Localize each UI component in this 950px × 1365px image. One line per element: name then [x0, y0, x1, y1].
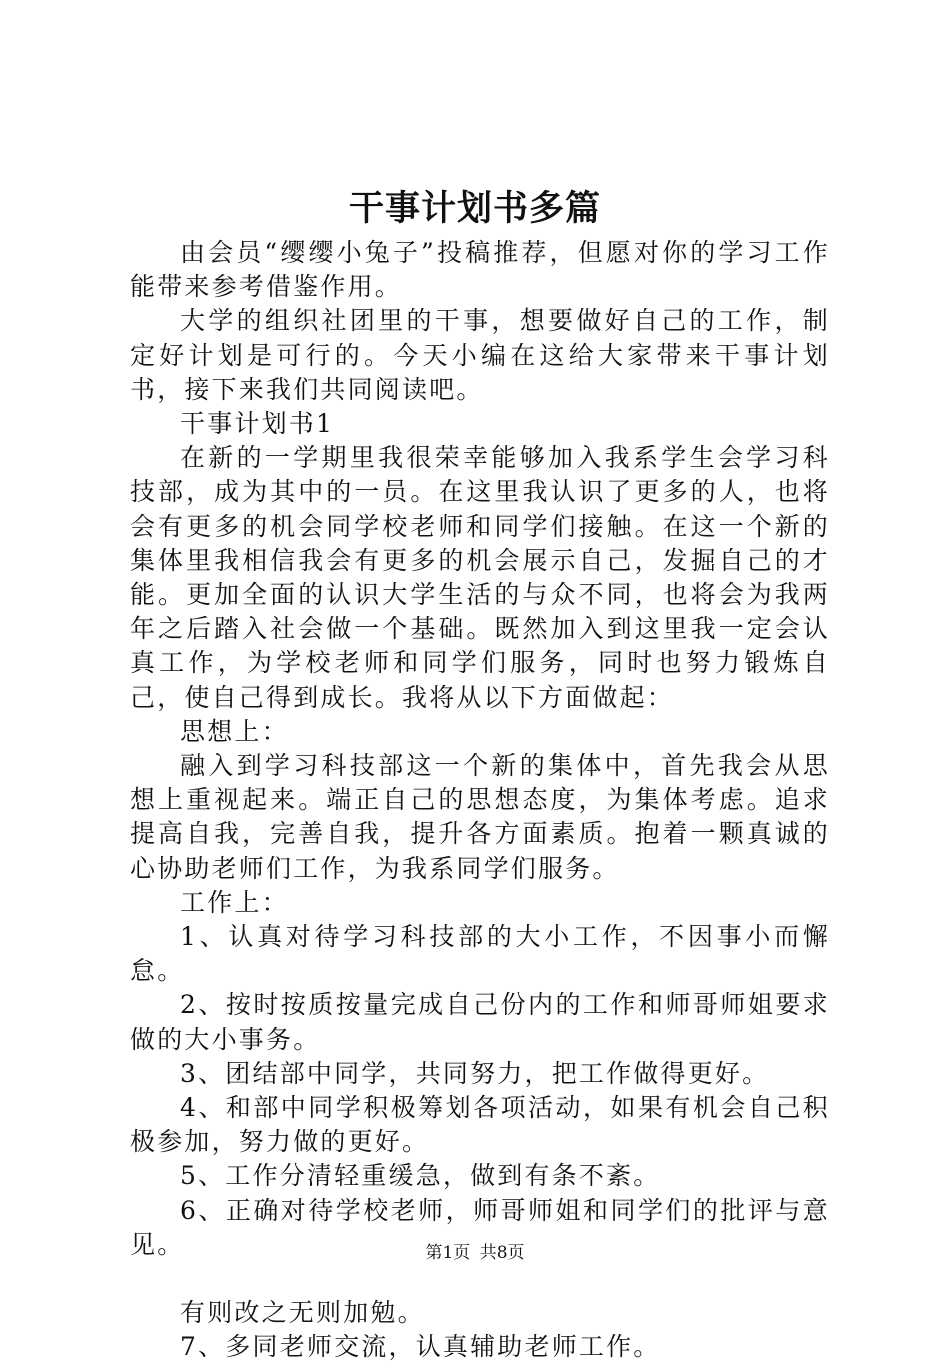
paragraph-lead: 大学的组织社团里的干事，想要做好自己的工作，制定好计划是可行的。今天小编在这给大家带来干事计划书，接下来我们共同阅读吧。 — [130, 306, 830, 404]
section-heading-plan-1: 干事计划书1 — [180, 409, 335, 439]
paragraph-plan-1-body: 在新的一学期里我很荣幸能够加入我系学生会学习科技部，成为其中的一员。在这里我认识了更多的人，也将会有更多的机会同学校老师和同学们接触。在这一个新的集体里我相信我会有更多的机会展示自己，发掘自己的才能。更加全面的认识大学生活的与众不同，也将会为我两年之后踏入社会做一个基础。既然加入到这里我一定会认真工作，为学校老师和同学们服务，同时也努力锻炼自己，使自己得到成长。我将从以下方面做起： — [130, 443, 830, 712]
section-heading-thought: 思想上： — [180, 716, 289, 746]
list-item-4: 4、和部中同学积极筹划各项活动，如果有机会自己积极参加，努力做的更好。 — [130, 1093, 830, 1157]
paragraph-intro: 由会员“缨缨小兔子”投稿推荐，但愿对你的学习工作能带来参考借鉴作用。 — [130, 238, 830, 302]
document-title: 干事计划书多篇 — [348, 188, 601, 229]
page-footer — [0, 1242, 950, 1264]
document-body — [130, 236, 830, 1365]
list-item-1: 1、认真对待学习科技部的大小工作，不因事小而懈怠。 — [130, 922, 830, 986]
list-item-3: 3、团结部中同学，共同努力，把工作做得更好。 — [180, 1058, 770, 1088]
section-heading-work: 工作上： — [180, 887, 289, 917]
page-total: 共8页 — [479, 1243, 525, 1263]
list-item-6: 6、正确对待学校老师，师哥师姐和同学们的批评与意见。 — [130, 1195, 830, 1259]
list-item-5: 5、工作分清轻重缓急，做到有条不紊。 — [180, 1161, 661, 1191]
list-item-6-continuation: 有则改之无则加勉。 — [180, 1298, 425, 1328]
list-item-2: 2、按时按质按量完成自己份内的工作和师哥师姐要求做的大小事务。 — [130, 990, 830, 1054]
list-item-7: 7、多同老师交流，认真辅助老师工作。 — [180, 1332, 661, 1362]
paragraph-thought-body: 融入到学习科技部这一个新的集体中，首先我会从思想上重视起来。端正自己的思想态度，为集体考虑。追求提高自我，完善自我，提升各方面素质。抱着一颗真诚的心协助老师们工作，为我系同学们服务。 — [130, 751, 830, 883]
page-number: 第1页 — [425, 1243, 471, 1263]
